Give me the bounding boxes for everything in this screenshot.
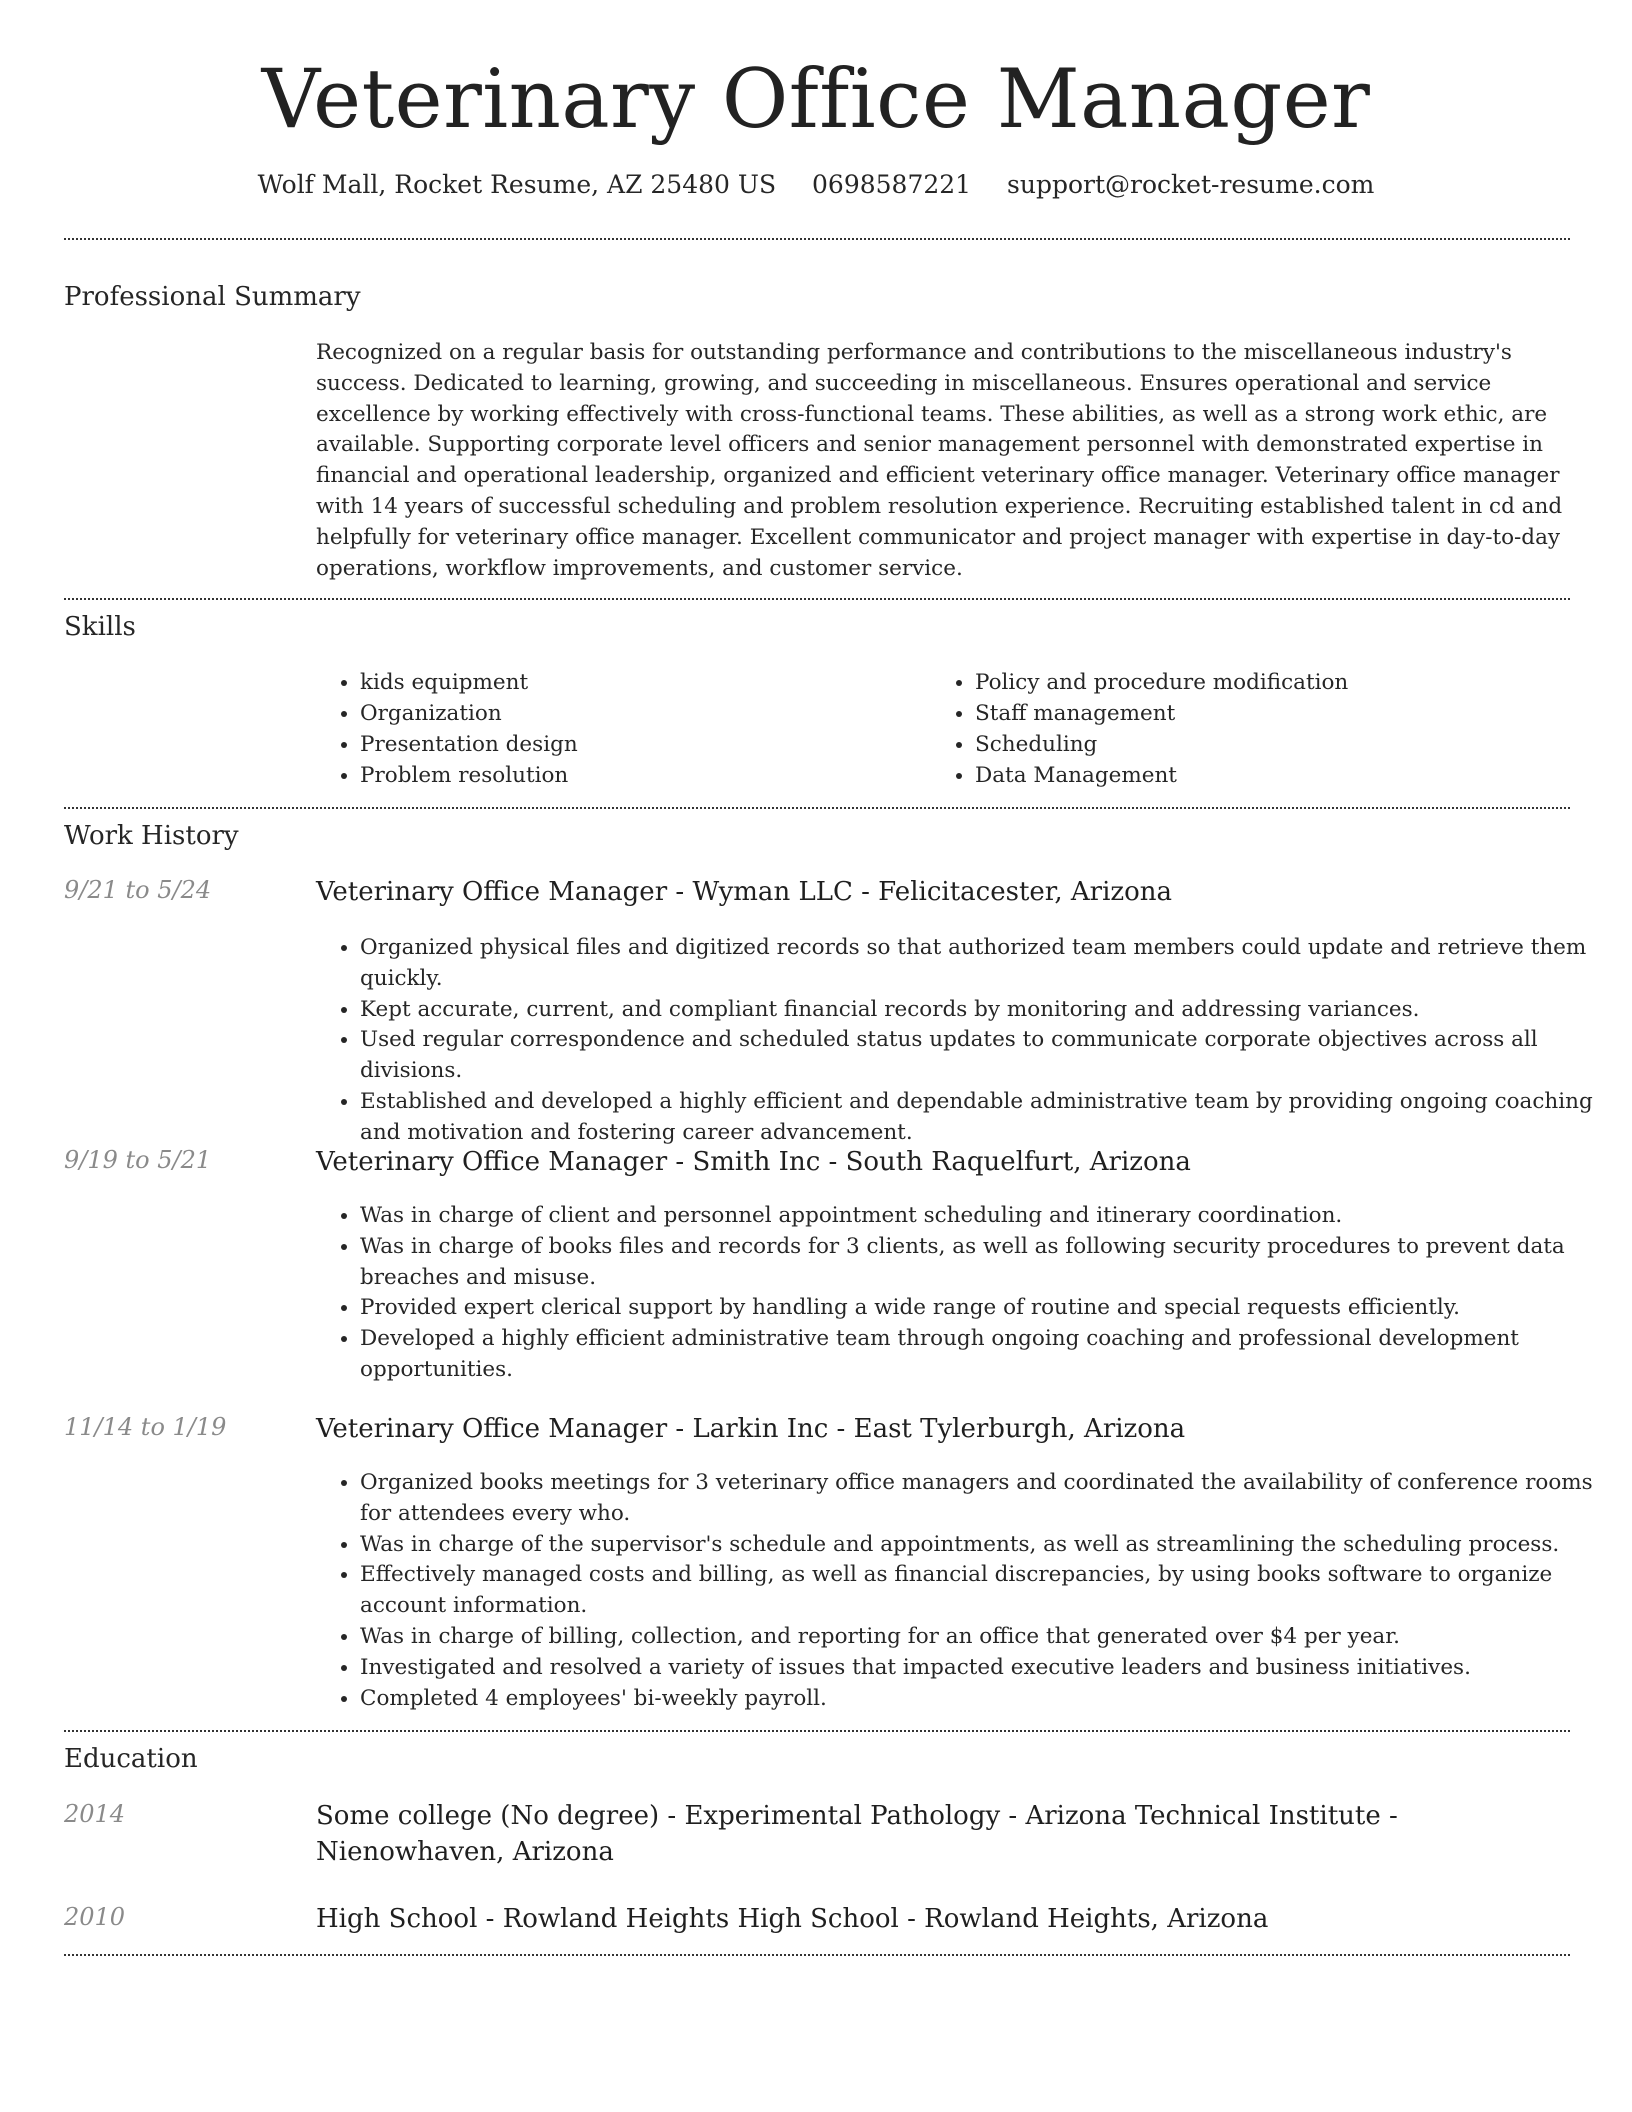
job-dates: 11/14 to 1/19 xyxy=(64,1413,227,1441)
job-bullets xyxy=(316,933,1615,1149)
skill-item: • Presentation design xyxy=(360,729,920,760)
job-bullet: • Was in charge of books files and records for 3 clients, as well as following security procedures to prevent data breaches and misuse. xyxy=(360,1232,1615,1294)
education-title: High School - Rowland Heights High School - Rowland Heights, Arizona xyxy=(316,1904,1269,1934)
job-bullet: • Provided expert clerical support by handling a wide range of routine and special requests efficiently. xyxy=(360,1293,1615,1324)
job-bullet: • Kept accurate, current, and compliant financial records by monitoring and addressing variances. xyxy=(360,995,1615,1026)
job-bullet: • Investigated and resolved a variety of issues that impacted executive leaders and business initiatives. xyxy=(360,1653,1615,1684)
education-year: 2014 xyxy=(64,1800,126,1828)
job-bullet: • Was in charge of client and personnel appointment scheduling and itinerary coordination. xyxy=(360,1201,1615,1232)
job-bullet: • Completed 4 employees' bi-weekly payroll. xyxy=(360,1684,1615,1715)
skill-item: • Staff management xyxy=(975,698,1595,729)
job-title: Veterinary Office Manager - Wyman LLC - Felicitacester, Arizona xyxy=(316,877,1172,907)
divider xyxy=(64,807,1570,809)
job-bullets xyxy=(316,1468,1615,1714)
skill-item: • Policy and procedure modification xyxy=(975,667,1595,698)
contact-address: Wolf Mall, Rocket Resume, AZ 25480 US xyxy=(257,170,777,199)
section-title-summary: Professional Summary xyxy=(64,282,361,312)
job-bullet: • Organized physical files and digitized records so that authorized team members could update and retrieve them quickly. xyxy=(360,933,1615,995)
job-bullet: • Developed a highly efficient administrative team through ongoing coaching and professional development opportunities. xyxy=(360,1324,1615,1386)
job-title: Veterinary Office Manager - Larkin Inc - East Tylerburgh, Arizona xyxy=(316,1414,1186,1444)
contact-line xyxy=(0,170,1632,199)
divider xyxy=(64,1730,1570,1732)
skill-item: • Scheduling xyxy=(975,729,1595,760)
skills-list-right xyxy=(931,667,1595,791)
job-bullet: • Effectively managed costs and billing, as well as financial discrepancies, by using books software to organize account information. xyxy=(360,1560,1615,1622)
divider xyxy=(64,598,1570,600)
job-bullets xyxy=(316,1201,1615,1386)
job-bullet: • Used regular correspondence and scheduled status updates to communicate corporate objectives across all divisions. xyxy=(360,1025,1615,1087)
skills-list-left xyxy=(316,667,920,791)
divider xyxy=(64,238,1570,240)
job-bullet: • Was in charge of the supervisor's schedule and appointments, as well as streamlining the scheduling process. xyxy=(360,1530,1615,1561)
skill-item: • kids equipment xyxy=(360,667,920,698)
resume-header xyxy=(0,0,1632,199)
education-year: 2010 xyxy=(64,1903,126,1931)
education-title: Some college (No degree) - Experimental Pathology - Arizona Technical Institute - Nienowhaven, Arizona xyxy=(316,1801,1398,1867)
contact-email: support@rocket-resume.com xyxy=(1007,170,1375,199)
job-bullet: • Was in charge of billing, collection, and reporting for an office that generated over $4 per year. xyxy=(360,1622,1615,1653)
job-dates: 9/19 to 5/21 xyxy=(64,1146,212,1174)
section-title-skills: Skills xyxy=(64,612,136,642)
divider xyxy=(64,1954,1570,1956)
job-bullet: • Organized books meetings for 3 veterinary office managers and coordinated the availability of conference rooms for attendees every who. xyxy=(360,1468,1615,1530)
section-title-work: Work History xyxy=(64,821,239,851)
skill-item: • Data Management xyxy=(975,760,1595,791)
section-title-education: Education xyxy=(64,1744,198,1774)
skill-item: • Organization xyxy=(360,698,920,729)
job-bullet: • Established and developed a highly efficient and dependable administrative team by providing ongoing coaching and motivation and fostering career advancement. xyxy=(360,1087,1615,1149)
skill-item: • Problem resolution xyxy=(360,760,920,791)
summary-text: Recognized on a regular basis for outstanding performance and contributions to the miscellaneous industry's success. Dedicated to learning, growing, and succeeding in miscellaneous. Ensures operational and service excellence by working effectively with cross-functional teams. These abilities, as well as a strong work ethic, are available. Supporting corporate level officers and senior management personnel with demonstrated expertise in financial and operational leadership, organized and efficient veterinary office manager. Veterinary office manager with 14 years of successful scheduling and problem resolution experience. Recruiting established talent in cd and helpfully for veterinary office manager. Excellent communicator and project manager with expertise in day-to-day operations, workflow improvements, and customer service. xyxy=(316,340,1563,581)
job-dates: 9/21 to 5/24 xyxy=(64,876,212,904)
contact-phone: 0698587221 xyxy=(812,170,972,199)
job-title: Veterinary Office Manager - Smith Inc - South Raquelfurt, Arizona xyxy=(316,1147,1191,1177)
candidate-name: Veterinary Office Manager xyxy=(261,53,1371,147)
